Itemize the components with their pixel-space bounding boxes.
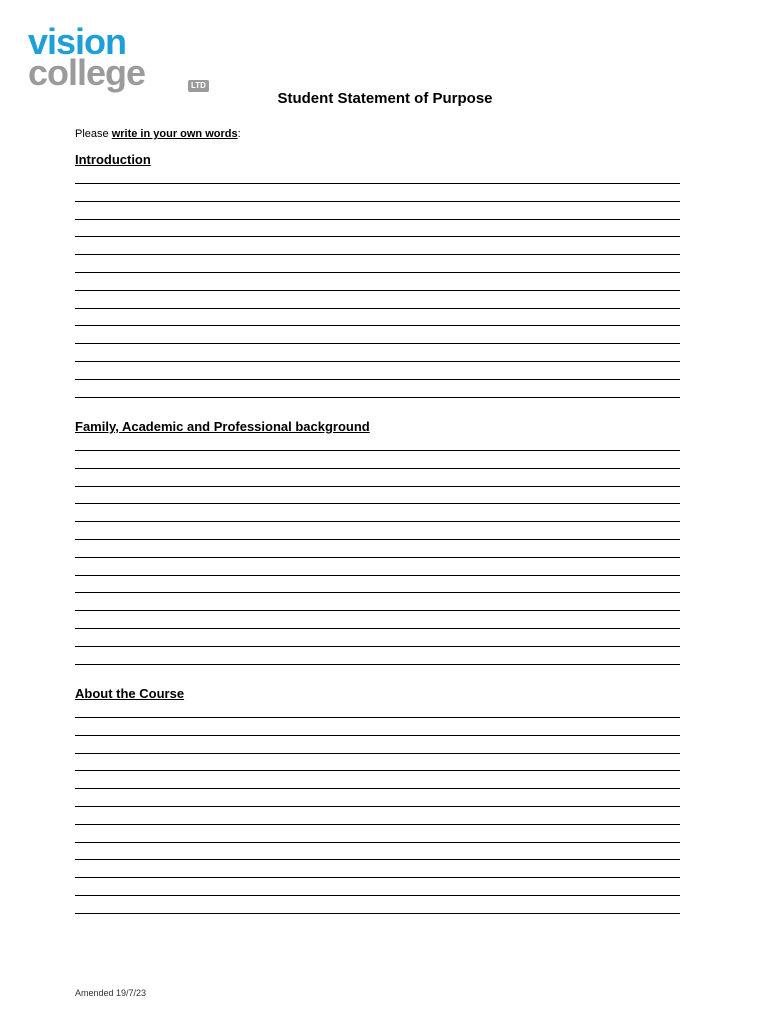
writing-line[interactable]: [75, 753, 680, 754]
writing-line[interactable]: [75, 575, 680, 576]
writing-line[interactable]: [75, 361, 680, 362]
writing-line[interactable]: [75, 806, 680, 807]
writing-line[interactable]: [75, 859, 680, 860]
instruction-text: [75, 128, 241, 140]
writing-line[interactable]: [75, 254, 680, 255]
writing-line[interactable]: [75, 468, 680, 469]
instruction-suffix: :: [237, 128, 241, 140]
section-heading-about-course: About the Course: [75, 686, 185, 701]
writing-line[interactable]: [75, 664, 680, 665]
writing-line[interactable]: [75, 895, 680, 896]
writing-line[interactable]: [75, 717, 680, 718]
logo-ltd-badge: LTD: [188, 80, 209, 92]
writing-line[interactable]: [75, 183, 680, 184]
writing-line[interactable]: [75, 610, 680, 611]
writing-line[interactable]: [75, 343, 680, 344]
writing-line[interactable]: [75, 450, 680, 451]
writing-line[interactable]: [75, 236, 680, 237]
logo-vision-text: vision: [28, 21, 127, 62]
writing-line[interactable]: [75, 735, 680, 736]
writing-line[interactable]: [75, 397, 680, 398]
writing-line[interactable]: [75, 486, 680, 487]
writing-line[interactable]: [75, 913, 680, 914]
writing-line[interactable]: [75, 379, 680, 380]
writing-line[interactable]: [75, 290, 680, 291]
writing-line[interactable]: [75, 201, 680, 202]
writing-line[interactable]: [75, 521, 680, 522]
writing-line[interactable]: [75, 592, 680, 593]
writing-line[interactable]: [75, 842, 680, 843]
writing-line[interactable]: [75, 503, 680, 504]
amended-date: Amended 19/7/23: [75, 988, 147, 998]
vision-college-logo: [28, 21, 206, 94]
instruction-emphasis: write in your own words: [111, 128, 238, 140]
writing-line[interactable]: [75, 219, 680, 220]
writing-line[interactable]: [75, 877, 680, 878]
section-heading-introduction: Introduction: [75, 152, 151, 167]
logo-college-text: college: [28, 52, 146, 93]
section-heading-background: Family, Academic and Professional background: [75, 419, 370, 434]
writing-line[interactable]: [75, 824, 680, 825]
writing-line[interactable]: [75, 539, 680, 540]
writing-line[interactable]: [75, 325, 680, 326]
writing-line[interactable]: [75, 788, 680, 789]
writing-line[interactable]: [75, 308, 680, 309]
page-title: Student Statement of Purpose: [277, 90, 493, 107]
writing-line[interactable]: [75, 272, 680, 273]
writing-line[interactable]: [75, 646, 680, 647]
instruction-prefix: Please: [75, 128, 112, 140]
writing-line[interactable]: [75, 557, 680, 558]
writing-line[interactable]: [75, 628, 680, 629]
writing-line[interactable]: [75, 770, 680, 771]
